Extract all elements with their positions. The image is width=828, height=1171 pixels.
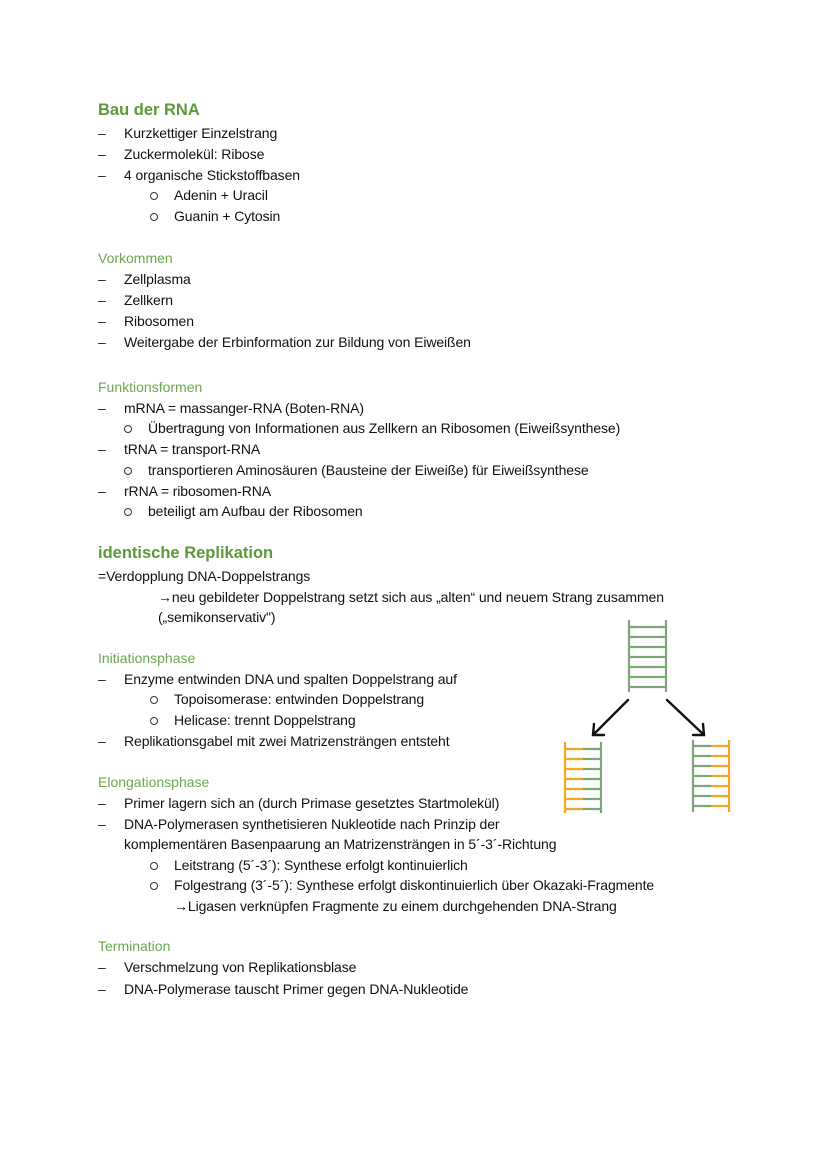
dash-bullet: – bbox=[98, 167, 106, 183]
sub-list-item: Leitstrang (5´-3´): Synthese erfolgt kontinuierlich bbox=[174, 857, 468, 873]
list-item: Zuckermolekül: Ribose bbox=[124, 146, 265, 162]
sub-list-item: Helicase: trennt Doppelstrang bbox=[174, 712, 356, 728]
heading-initiationsphase: Initiationsphase bbox=[98, 650, 196, 666]
dash-bullet: – bbox=[98, 441, 106, 457]
definition-text: =Verdopplung DNA-Doppelstrangs bbox=[98, 568, 311, 584]
dash-bullet: – bbox=[98, 816, 106, 832]
dash-bullet: – bbox=[98, 334, 106, 350]
heading-elongationsphase: Elongationsphase bbox=[98, 774, 210, 790]
circle-bullet-icon bbox=[150, 213, 158, 221]
dash-bullet: – bbox=[98, 292, 106, 308]
circle-bullet-icon bbox=[124, 425, 132, 433]
circle-bullet-icon bbox=[150, 717, 158, 725]
daughter-dna-right-icon bbox=[693, 740, 729, 812]
list-item: 4 organische Stickstoffbasen bbox=[124, 167, 300, 183]
circle-bullet-icon bbox=[150, 192, 158, 200]
parental-dna-ladder-icon bbox=[629, 620, 666, 692]
list-item-mrna: mRNA = massanger-RNA (Boten-RNA) bbox=[124, 400, 364, 416]
circle-bullet-icon bbox=[150, 862, 158, 870]
list-item-continued: komplementären Basenpaarung an Matrizensträngen in 5´-3´-Richtung bbox=[124, 836, 557, 852]
heading-identische-replikation: identische Replikation bbox=[98, 544, 274, 562]
sub-list-item: Adenin + Uracil bbox=[174, 187, 268, 203]
list-item: Zellplasma bbox=[124, 271, 191, 287]
dash-bullet: – bbox=[98, 959, 106, 975]
heading-termination: Termination bbox=[98, 938, 171, 954]
dna-replication-diagram bbox=[555, 610, 745, 820]
list-item: Zellkern bbox=[124, 292, 173, 308]
list-item-trna: tRNA = transport-RNA bbox=[124, 441, 261, 457]
sub-list-item: beteiligt am Aufbau der Ribosomen bbox=[148, 503, 363, 519]
list-item: Enzyme entwinden DNA und spalten Doppelstrang auf bbox=[124, 671, 457, 687]
circle-bullet-icon bbox=[124, 508, 132, 516]
sub-list-item: Übertragung von Informationen aus Zellkern an Ribosomen (Eiweißsynthese) bbox=[148, 420, 621, 436]
note-text: →neu gebildeter Doppelstrang setzt sich aus „alten“ und neuem Strang zusammen bbox=[158, 589, 664, 605]
circle-bullet-icon bbox=[124, 467, 132, 475]
list-item: Primer lagern sich an (durch Primase gesetztes Startmolekül) bbox=[124, 795, 500, 811]
sub-list-item: Topoisomerase: entwinden Doppelstrang bbox=[174, 691, 425, 707]
list-item: Weitergabe der Erbinformation zur Bildung von Eiweißen bbox=[124, 334, 471, 350]
list-item: DNA-Polymerase tauscht Primer gegen DNA-Nukleotide bbox=[124, 981, 469, 997]
list-item: Replikationsgabel mit zwei Matrizensträngen entsteht bbox=[124, 733, 450, 749]
list-item-rrna: rRNA = ribosomen-RNA bbox=[124, 483, 271, 499]
dash-bullet: – bbox=[98, 146, 106, 162]
split-arrows-icon bbox=[593, 700, 704, 735]
sub-list-item: Guanin + Cytosin bbox=[174, 208, 281, 224]
daughter-dna-left-icon bbox=[565, 742, 601, 813]
note-text: →Ligasen verknüpfen Fragmente zu einem durchgehenden DNA-Strang bbox=[174, 898, 617, 914]
note-text-continued: („semikonservativ") bbox=[158, 609, 276, 625]
dash-bullet: – bbox=[98, 400, 106, 416]
list-item: DNA-Polymerasen synthetisieren Nukleotide nach Prinzip der bbox=[124, 816, 500, 832]
circle-bullet-icon bbox=[150, 696, 158, 704]
sub-list-item: Folgestrang (3´-5´): Synthese erfolgt diskontinuierlich über Okazaki-Fragmente bbox=[174, 877, 655, 893]
heading-funktionsformen: Funktionsformen bbox=[98, 379, 203, 395]
dash-bullet: – bbox=[98, 733, 106, 749]
list-item: Kurzkettiger Einzelstrang bbox=[124, 125, 278, 141]
list-item: Ribosomen bbox=[124, 313, 194, 329]
dash-bullet: – bbox=[98, 795, 106, 811]
dash-bullet: – bbox=[98, 981, 106, 997]
dash-bullet: – bbox=[98, 125, 106, 141]
heading-vorkommen: Vorkommen bbox=[98, 250, 173, 266]
sub-list-item: transportieren Aminosäuren (Bausteine der Eiweiße) für Eiweißsynthese bbox=[148, 462, 589, 478]
dash-bullet: – bbox=[98, 271, 106, 287]
dash-bullet: – bbox=[98, 483, 106, 499]
heading-bau-der-rna: Bau der RNA bbox=[98, 101, 200, 119]
list-item: Verschmelzung von Replikationsblase bbox=[124, 959, 357, 975]
dash-bullet: – bbox=[98, 313, 106, 329]
dash-bullet: – bbox=[98, 671, 106, 687]
circle-bullet-icon bbox=[150, 882, 158, 890]
